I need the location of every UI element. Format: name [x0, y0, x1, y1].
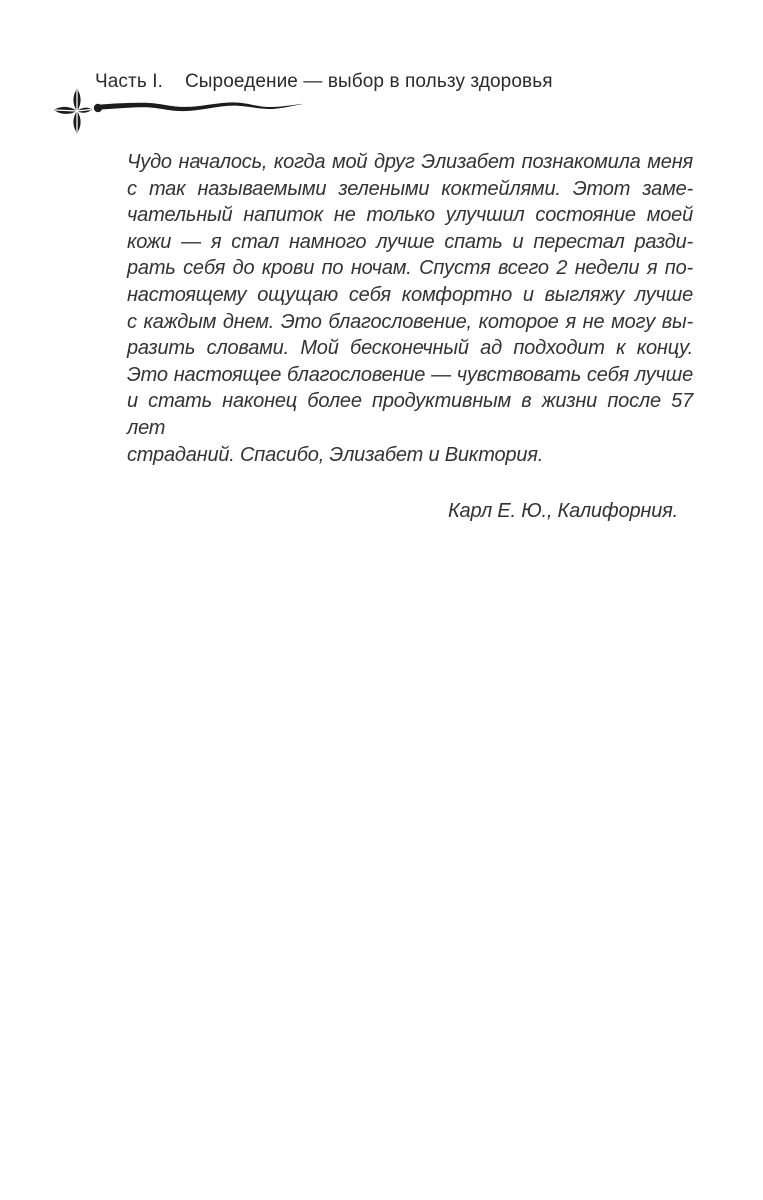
quote-line: Чудо началось, когда мой друг Элизабет познакомила меня: [127, 151, 693, 173]
quote-line: Это настоящее благословение — чувствовать себя лучше: [127, 363, 693, 386]
quote-line: чательный напиток не только улучшил состояние моей: [127, 204, 693, 227]
part-title: Сыроедение — выбор в пользу здоровья: [184, 71, 553, 92]
quote-line: кожи — я стал намного лучше спать и перестал разди-: [127, 230, 693, 253]
quote-line: настоящему ощущаю себя комфортно и выгляжу лучше: [127, 283, 693, 306]
quote-line: и стать наконец более продуктивным в жизни после 57 лет: [127, 390, 693, 439]
testimonial-quote: [127, 149, 693, 525]
quote-line: разить словами. Мой бесконечный ад подходит к концу.: [127, 337, 693, 360]
floral-flourish-icon: [48, 84, 318, 140]
quote-line: с каждым днем. Это благословение, которое я не могу вы-: [127, 310, 693, 333]
quote-attribution: Карл Е. Ю., Калифорния.: [447, 500, 678, 523]
quote-line: с так называемыми зелеными коктейлями. Этот заме-: [127, 177, 693, 200]
quote-line: страданий. Спасибо, Элизабет и Виктория.: [127, 443, 544, 466]
quote-line: рать себя до крови по ночам. Спустя всего 2 недели я по-: [127, 257, 693, 280]
part-label: Часть I.: [95, 71, 163, 92]
